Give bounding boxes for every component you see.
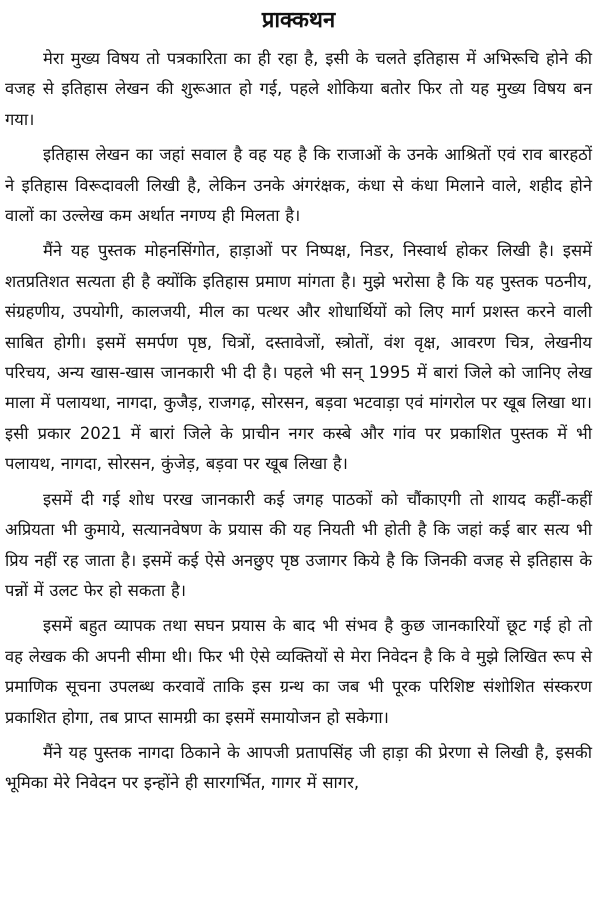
paragraph-4: इसमें दी गई शोध परख जानकारी कई जगह पाठकों को चौंकाएगी तो शायद कहीं-कहीं अप्रियता भी कुमाये, सत्यानवेषण के प्रयास की यह नियती भी होती है कि जहां कई बार सत्य भी प्रिय नहीं रह जाता है। इसमें कई ऐसे अनछुए पृष्ठ उजागर किये है कि जिनकी वजह से इतिहास के पन्नों में उलट फेर हो सकता है।: [5, 489, 592, 600]
paragraph-6: मैंने यह पुस्तक नागदा ठिकाने के आपजी प्रतापसिंह जी हाड़ा की प्रेरणा से लिखी है, इसकी भूमिका मेरे निवेदन पर इन्होंने ही सारगर्भित, गागर में सागर,: [5, 742, 592, 793]
page-title: प्राक्कथन: [261, 8, 336, 33]
paragraph-3: मैंने यह पुस्तक मोहनसिंगोत, हाड़ाओं पर निष्पक्ष, निडर, निस्वार्थ होकर लिखी है। इसमें शतप्रतिशत सत्यता ही है क्योंकि इतिहास प्रमाण मांगता है। मुझे भरोसा है कि यह पुस्तक पठनीय, संग्रहणीय, उपयोगी, कालजयी, मील का पत्थर और शोधार्थियों को लिए मार्ग प्रशस्त करने वाली साबित होगी। इसमें समर्पण पृष्ठ, चित्रों, दस्तावेजों, स्त्रोतों, वंश वृक्ष, आवरण चित्र, लेखनीय परिचय, अन्य खास-खास जानकारी भी दी है। पहले भी सन् 1995 में बारां जिले को जानिए लेख माला में पलायथा, नागदा, कुजैड़, राजगढ़, सोरसन, बड़वा भटवाड़ा एवं मांगरोल पर खूब लिखा था। इसी प्रकार 2021 में बारां जिले के प्राचीन नगर कस्बे और गांव पर प्रकाशित पुस्तक में भी पलायथ, नागदा, सोरसन, कुंजेड़, बड़वा पर खूब लिखा है।: [5, 241, 592, 474]
paragraph-5: इसमें बहुत व्यापक तथा सघन प्रयास के बाद भी संभव है कुछ जानकारियों छूट गई हो तो वह लेखक की अपनी सीमा थी। फिर भी ऐसे व्यक्तियों से मेरा निवेदन है कि वे मुझे लिखित रूप से प्रमाणिक सूचना उपलब्ध करवावें ताकि इस ग्रन्थ का जब भी पूरक परिशिष्ट संशोशित संस्करण प्रकाशित होगा, तब प्राप्त सामग्री का इसमें समायोजन हो सकेगा।: [5, 616, 592, 727]
paragraph-2: इतिहास लेखन का जहां सवाल है वह यह है कि राजाओं के उनके आश्रितों एवं राव बारहठों ने इतिहास विरूदावली लिखी है, लेकिन उनके अंगरंक्षक, कंधा से कंधा मिलाने वाले, शहीद होने वालों का उल्लेख कम अर्थात नगण्य ही मिलता है।: [5, 145, 592, 226]
paragraph-1: मेरा मुख्य विषय तो पत्रकारिता का ही रहा है, इसी के चलते इतिहास में अभिरूचि होने की वजह से इतिहास लेखन की शुरूआत हो गई, पहले शोकिया बतोर फिर तो यह मुख्य विषय बन गया।: [5, 49, 592, 129]
